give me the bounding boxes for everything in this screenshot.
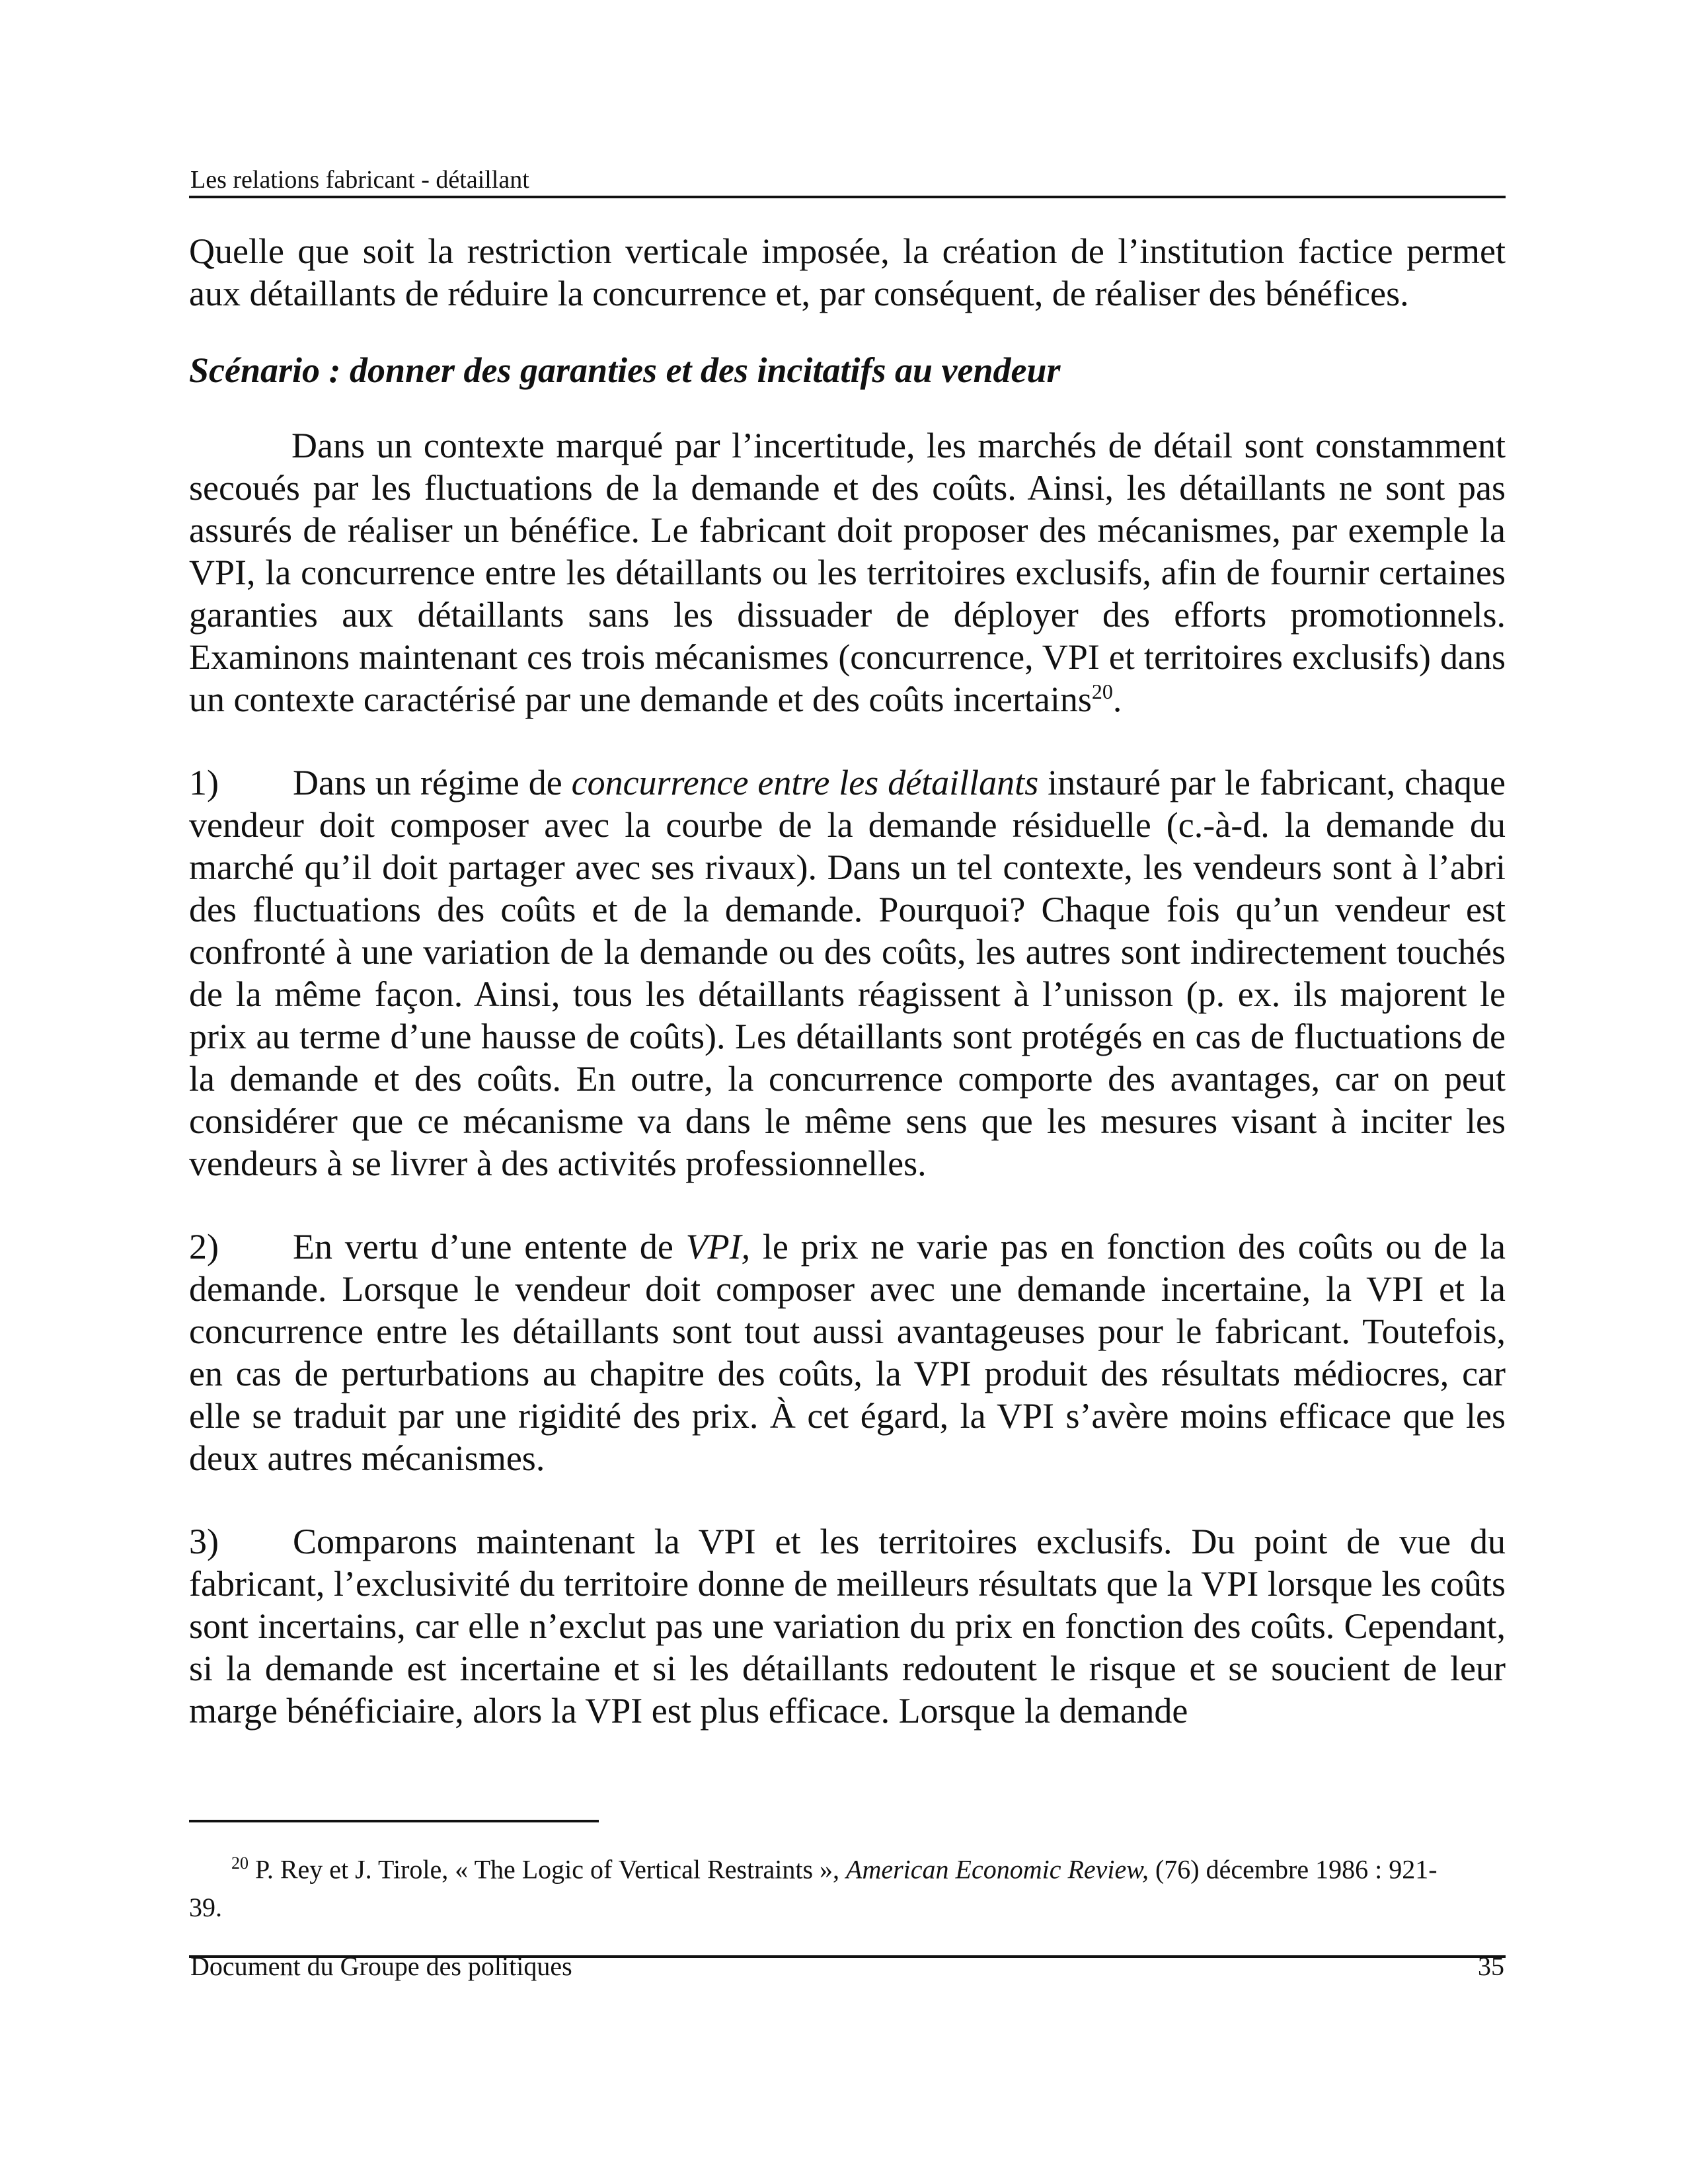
- context-paragraph-end: .: [1112, 680, 1122, 719]
- footnote-reference[interactable]: 20: [1091, 680, 1113, 703]
- list-item-3: [189, 1520, 1506, 1732]
- header-rule: [189, 196, 1506, 198]
- list-item-text: Comparons maintenant la VPI et les territoires exclusifs. Du point de vue du fabricant, l’exclusivité du territoire donne de meilleurs résultats que la VPI lorsque les coûts sont incertains, car elle n’exclut pas une variation du prix en fonction des coûts. Cependant, si la demande est incertaine et si les détaillants redoutent le risque et se soucient de leur marge bénéficiaire, alors la VPI est plus efficace. Lorsque la demande: [189, 1522, 1506, 1731]
- list-item-number: 3): [189, 1522, 219, 1561]
- list-item-2: [189, 1226, 1506, 1479]
- intro-paragraph: Quelle que soit la restriction verticale imposée, la création de l’institution factice permet aux détaillants de réduire la concurrence et, par conséquent, de réaliser des bénéfices.: [189, 231, 1506, 313]
- list-item-number: 1): [189, 763, 219, 802]
- footer-document-title: Document du Groupe des politiques: [190, 1951, 572, 1981]
- list-item-text-rest: le prix ne varie pas en fonction des coûts ou de la demande. Lorsque le vendeur doit composer avec une demande incertaine, la VPI et la concurrence entre les détaillants sont tout aussi avantageuses pour le fabricant. Toutefois, en cas de perturbations au chapitre des coûts, la VPI produit des résultats médiocres, car elle se traduit par une rigidité des prix. À cet égard, la VPI s’avère moins efficace que les deux autres mécanismes.: [189, 1227, 1506, 1478]
- context-paragraph: [189, 424, 1506, 721]
- list-item-emphasis: VPI,: [685, 1227, 751, 1267]
- list-item-text-rest: instauré par le fabricant, chaque vendeur doit composer avec la courbe de la demande résiduelle (c.-à-d. la demande du marché qu’il doit partager avec ses rivaux). Dans un tel contexte, les vendeurs sont à l’abri des fluctuations des coûts et de la demande. Pourquoi? Chaque fois qu’un vendeur est confronté à une variation de la demande ou des coûts, les autres sont indirectement touchés de la même façon. Ainsi, tous les détaillants réagissent à l’unisson (p. ex. ils majorent le prix au terme d’une hausse de coûts). Les détaillants sont protégés en cas de fluctuations de la demande et des coûts. En outre, la concurrence comporte des avantages, car on peut considérer que ce mécanisme va dans le même sens que les mesures visant à inciter les vendeurs à se livrer à des activités professionnelles.: [189, 763, 1506, 1183]
- body-text: [189, 230, 1506, 1732]
- footnote-text-start: P. Rey et J. Tirole, « The Logic of Vertical Restraints »,: [255, 1854, 847, 1885]
- list-item-number: 2): [189, 1227, 219, 1267]
- footnote-number: 20: [231, 1853, 249, 1873]
- list-item-text-start: En vertu d’une entente de: [293, 1227, 686, 1267]
- footnote-text-rest: (76) décembre 1986 : 921-39.: [189, 1854, 1438, 1923]
- context-paragraph-text: Dans un contexte marqué par l’incertitude, les marchés de détail sont constamment secoués par les fluctuations de la demande et des coûts. Ainsi, les détaillants ne sont pas assurés de réaliser un bénéfice. Le fabricant doit proposer des mécanismes, par exemple la VPI, la concurrence entre les détaillants ou les territoires exclusifs, afin de fournir certaines garanties aux détaillants sans les dissuader de déployer des efforts promotionnels. Examinons maintenant ces trois mécanismes (concurrence, VPI et territoires exclusifs) dans un contexte caractérisé par une demande et des coûts incertains: [189, 426, 1506, 719]
- footnote: [189, 1844, 1445, 1927]
- footnote-journal-title: American Economic Review,: [846, 1854, 1149, 1885]
- list-item-1: [189, 761, 1506, 1185]
- list-item-text-start: Dans un régime de: [293, 763, 572, 802]
- section-heading: Scénario : donner des garanties et des incitatifs au vendeur: [189, 350, 1061, 390]
- list-item-emphasis: concurrence entre les détaillants: [571, 763, 1039, 802]
- footnote-separator: [189, 1820, 599, 1822]
- running-header-title: Les relations fabricant - détaillant: [190, 166, 529, 194]
- page-number: 35: [1478, 1951, 1504, 1981]
